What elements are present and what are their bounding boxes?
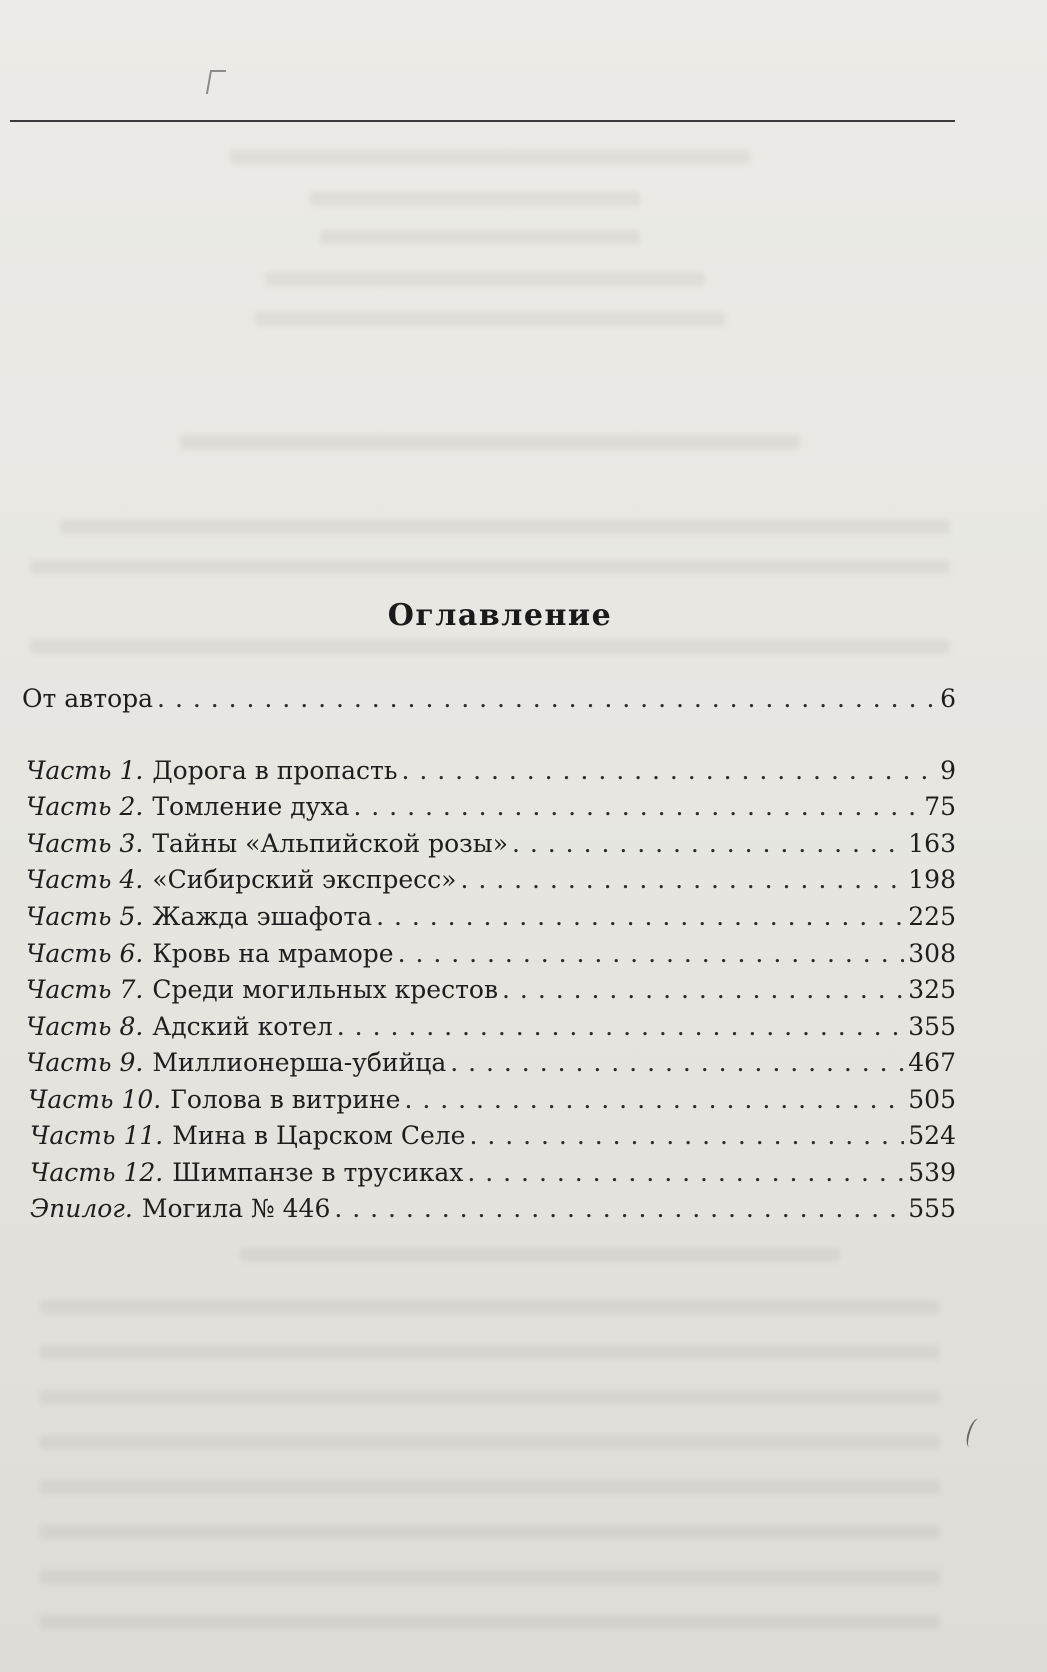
toc-entry-number: Часть 4. bbox=[26, 865, 144, 894]
toc-entry-number: Часть 9. bbox=[26, 1048, 144, 1077]
toc-entry-number: Часть 2. bbox=[26, 792, 144, 821]
toc-entry-part-8[interactable] bbox=[26, 1009, 956, 1045]
bleed-through-shading bbox=[310, 192, 640, 206]
toc-entry-title: Жажда эшафота bbox=[152, 902, 373, 931]
toc-entry-title: Шимпанзе в трусиках bbox=[172, 1158, 464, 1187]
toc-entry-title: Миллионерша-убийца bbox=[152, 1048, 447, 1077]
toc-entry-title: От автора bbox=[22, 684, 154, 713]
toc-entry-number: Часть 12. bbox=[30, 1158, 164, 1187]
bleed-through-shading bbox=[320, 230, 640, 244]
bleed-through-shading bbox=[40, 1570, 940, 1584]
toc-leader-dots bbox=[469, 1118, 904, 1154]
toc-entry-number: Часть 10. bbox=[28, 1085, 162, 1114]
toc-leader-dots bbox=[353, 789, 920, 825]
toc-entry-title: Тайны «Альпийской розы» bbox=[152, 829, 508, 858]
toc-entry-page: 467 bbox=[908, 1048, 956, 1077]
toc-entry-number: Часть 3. bbox=[26, 829, 144, 858]
toc-entry-page: 75 bbox=[924, 792, 956, 821]
toc-entry-title: «Сибирский экспресс» bbox=[152, 865, 457, 894]
header-rule bbox=[10, 120, 955, 122]
header-mark bbox=[206, 70, 226, 94]
toc-leader-dots bbox=[502, 972, 904, 1008]
toc-entry-title: Среди могильных крестов bbox=[152, 975, 499, 1004]
toc-leader-dots bbox=[402, 753, 937, 789]
toc-entry-part-2[interactable] bbox=[26, 789, 956, 825]
toc-entry-title: Могила № 446 bbox=[141, 1194, 331, 1223]
toc-entry-part-7[interactable] bbox=[26, 972, 956, 1008]
toc-entry-title: Адский котел bbox=[152, 1012, 333, 1041]
toc-title: Оглавление bbox=[387, 598, 613, 633]
toc-entry-page: 9 bbox=[940, 756, 956, 785]
toc-entry-number: Часть 5. bbox=[26, 902, 144, 931]
toc-entry-page: 539 bbox=[908, 1158, 956, 1187]
bleed-through-shading bbox=[30, 560, 950, 574]
bleed-through-shading bbox=[40, 1300, 940, 1314]
toc-entry-part-10[interactable] bbox=[28, 1082, 956, 1118]
toc-leader-dots bbox=[460, 862, 904, 898]
toc-entry-part-11[interactable] bbox=[30, 1118, 956, 1154]
bleed-through-shading bbox=[40, 1345, 940, 1359]
toc-leader-dots bbox=[404, 1082, 904, 1118]
toc-entry-title: Томление духа bbox=[152, 792, 350, 821]
toc-entry-page: 555 bbox=[908, 1194, 956, 1223]
toc-entry-number: Часть 11. bbox=[30, 1121, 164, 1150]
toc-entry-page: 225 bbox=[908, 902, 956, 931]
toc-preface[interactable] bbox=[22, 681, 956, 717]
toc-entry-page: 308 bbox=[908, 939, 956, 968]
toc-entry-part-1[interactable] bbox=[26, 753, 956, 789]
toc-leader-dots bbox=[334, 1191, 904, 1227]
toc-leader-dots bbox=[512, 826, 904, 862]
toc-entry-part-3[interactable] bbox=[26, 826, 956, 862]
bleed-through-shading bbox=[40, 1525, 940, 1539]
bleed-through-shading bbox=[180, 435, 800, 449]
toc-leader-dots bbox=[337, 1009, 905, 1045]
toc-leader-dots bbox=[376, 899, 904, 935]
toc-entry-title: Голова в витрине bbox=[170, 1085, 401, 1114]
toc-entry-title: Дорога в пропасть bbox=[152, 756, 398, 785]
toc-entry-part-5[interactable] bbox=[26, 899, 956, 935]
toc-leader-dots bbox=[398, 936, 905, 972]
toc-entry-page: 198 bbox=[908, 865, 956, 894]
toc-entry-title: Кровь на мраморе bbox=[152, 939, 394, 968]
bleed-through-shading bbox=[40, 1390, 940, 1404]
toc-entry-epilogue[interactable] bbox=[30, 1191, 956, 1227]
bleed-through-shading bbox=[60, 520, 950, 534]
toc-entry-page: 325 bbox=[908, 975, 956, 1004]
toc-entry-page: 355 bbox=[908, 1012, 956, 1041]
pencil-mark bbox=[964, 1417, 985, 1449]
toc-entry-part-9[interactable] bbox=[26, 1045, 956, 1081]
toc-entry-title: Мина в Царском Селе bbox=[172, 1121, 466, 1150]
toc-entry-number: Часть 6. bbox=[26, 939, 144, 968]
bleed-through-shading bbox=[265, 272, 705, 286]
toc-entry-page: 6 bbox=[940, 684, 956, 713]
bleed-through-shading bbox=[40, 1435, 940, 1449]
toc-entry-page: 524 bbox=[908, 1121, 956, 1150]
toc-leader-dots bbox=[157, 681, 936, 717]
bleed-through-shading bbox=[40, 1615, 940, 1629]
toc-entry-number: Эпилог. bbox=[30, 1194, 133, 1223]
toc-entry-page: 505 bbox=[908, 1085, 956, 1114]
bleed-through-shading bbox=[230, 150, 750, 164]
toc-leader-dots bbox=[450, 1045, 904, 1081]
toc-entry-number: Часть 8. bbox=[26, 1012, 144, 1041]
bleed-through-shading bbox=[255, 312, 725, 326]
toc-entry-part-6[interactable] bbox=[26, 936, 956, 972]
toc-entry-page: 163 bbox=[908, 829, 956, 858]
toc-entry-number: Часть 1. bbox=[26, 756, 144, 785]
bleed-through-shading bbox=[30, 640, 950, 654]
toc-entry-part-12[interactable] bbox=[30, 1155, 956, 1191]
toc-entry-part-4[interactable] bbox=[26, 862, 956, 898]
bleed-through-shading bbox=[240, 1248, 840, 1262]
bleed-through-shading bbox=[40, 1480, 940, 1494]
toc-entry-number: Часть 7. bbox=[26, 975, 144, 1004]
toc-leader-dots bbox=[467, 1155, 904, 1191]
